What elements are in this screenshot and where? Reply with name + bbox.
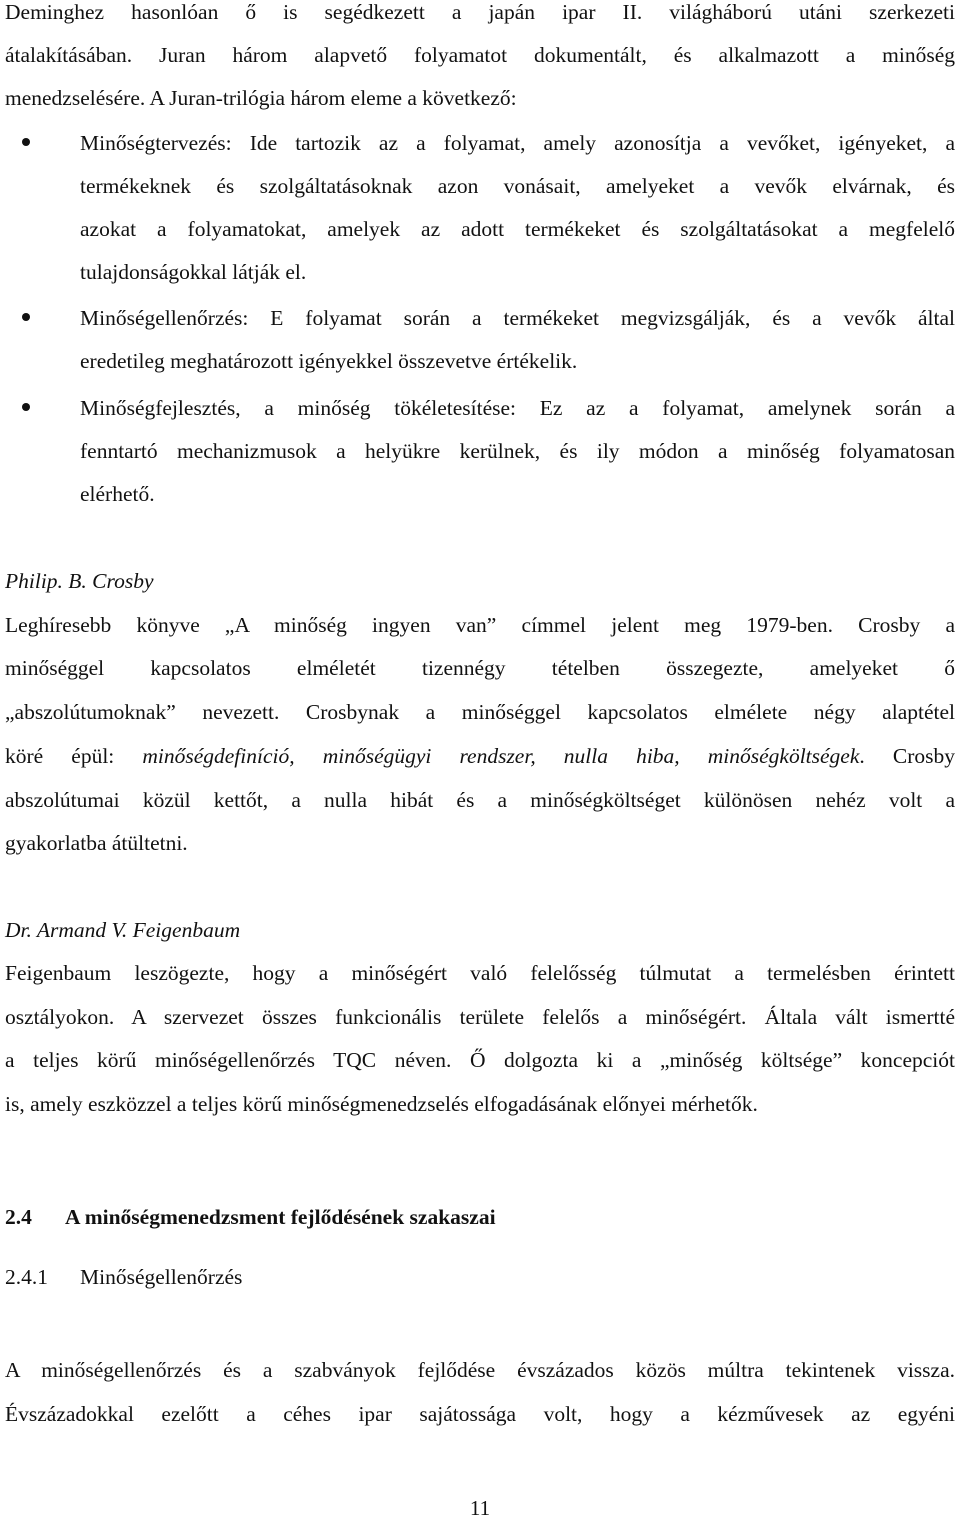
text-run: köré épül:	[5, 744, 143, 768]
subsection-heading	[5, 1262, 955, 1292]
paragraph-line: Deminghez hasonlóan ő is segédkezett a japán ipar II. világháború utáni szerkezeti	[5, 0, 955, 24]
paragraph-line: a teljes körű minőségellenőrzés TQC néven. Ő dolgozta ki a „minőség költsége” koncepciót	[5, 1048, 955, 1072]
paragraph-line: „abszolútumoknak” nevezett. Crosbynak a minőséggel kapcsolatos elmélete négy alaptétel	[5, 700, 955, 724]
feigenbaum-heading: Dr. Armand V. Feigenbaum	[5, 918, 241, 942]
italic-terms: minőségdefiníció, minőségügyi rendszer, nulla hiba, minőségköltségek	[142, 744, 860, 768]
paragraph-line: Leghíresebb könyve „A minőség ingyen van” címmel jelent meg 1979-ben. Crosby a	[5, 613, 955, 637]
paragraph-line: minőséggel kapcsolatos elméletét tizennégy tételben összegezte, amelyeket ő	[5, 656, 955, 680]
paragraph-line: Feigenbaum leszögezte, hogy a minőségért való felelősség túlmutat a termelésben érintett	[5, 961, 955, 985]
section-number: 2.4	[5, 1205, 32, 1229]
section-title: A minőségmenedzsment fejlődésének szakaszai	[65, 1205, 496, 1229]
list-item-line: fenntartó mechanizmusok a helyükre kerülnek, és ily módon a minőség folyamatosan	[80, 439, 955, 463]
paragraph-line: gyakorlatba átültetni.	[5, 831, 188, 855]
bullet-icon	[22, 403, 30, 411]
crosby-heading: Philip. B. Crosby	[5, 569, 154, 593]
list-item-line: eredetileg meghatározott igényekkel összevetve értékelik.	[80, 349, 578, 373]
subsection-title: Minőségellenőrzés	[80, 1265, 243, 1289]
list-item-line: Minőségtervezés: Ide tartozik az a folyamat, amely azonosítja a vevőket, igényeket, a	[80, 131, 955, 155]
bullet-icon	[22, 313, 30, 321]
list-item-line: termékeknek és szolgáltatásoknak azon vonásait, amelyeket a vevők elvárnak, és	[80, 174, 955, 198]
paragraph-line	[5, 741, 955, 771]
paragraph-line: átalakításában. Juran három alapvető folyamatot dokumentált, és alkalmazott a minőség	[5, 43, 955, 67]
section-heading	[5, 1202, 955, 1232]
paragraph-line: Évszázadokkal ezelőtt a céhes ipar sajátossága volt, hogy a kézművesek az egyéni	[5, 1402, 955, 1426]
list-item-line: Minőségfejlesztés, a minőség tökéletesítése: Ez az a folyamat, amelynek során a	[80, 396, 955, 420]
paragraph-line: A minőségellenőrzés és a szabványok fejlődése évszázados közös múltra tekintenek vissza.	[5, 1358, 955, 1382]
list-item-line: azokat a folyamatokat, amelyek az adott termékeket és szolgáltatásokat a megfelelő	[80, 217, 955, 241]
list-item-line: elérhető.	[80, 482, 155, 506]
bullet-icon	[22, 138, 30, 146]
paragraph-line: is, amely eszközzel a teljes körű minőségmenedzselés elfogadásának előnyei mérhetők.	[5, 1092, 758, 1116]
paragraph-line: osztályokon. A szervezet összes funkcionális területe felelős a minőségért. Általa vált ismertté	[5, 1005, 955, 1029]
list-item-line: tulajdonságokkal látják el.	[80, 260, 307, 284]
subsection-number: 2.4.1	[5, 1265, 48, 1289]
page-number: 11	[469, 1496, 491, 1520]
paragraph-line: menedzselésére. A Juran-trilógia három eleme a következő:	[5, 86, 517, 110]
list-item-line: Minőségellenőrzés: E folyamat során a termékeket megvizsgálják, és a vevők által	[80, 306, 955, 330]
paragraph-line: abszolútumai közül kettőt, a nulla hibát és a minőségköltséget különösen nehéz volt a	[5, 788, 955, 812]
text-run: . Crosby	[859, 744, 955, 768]
